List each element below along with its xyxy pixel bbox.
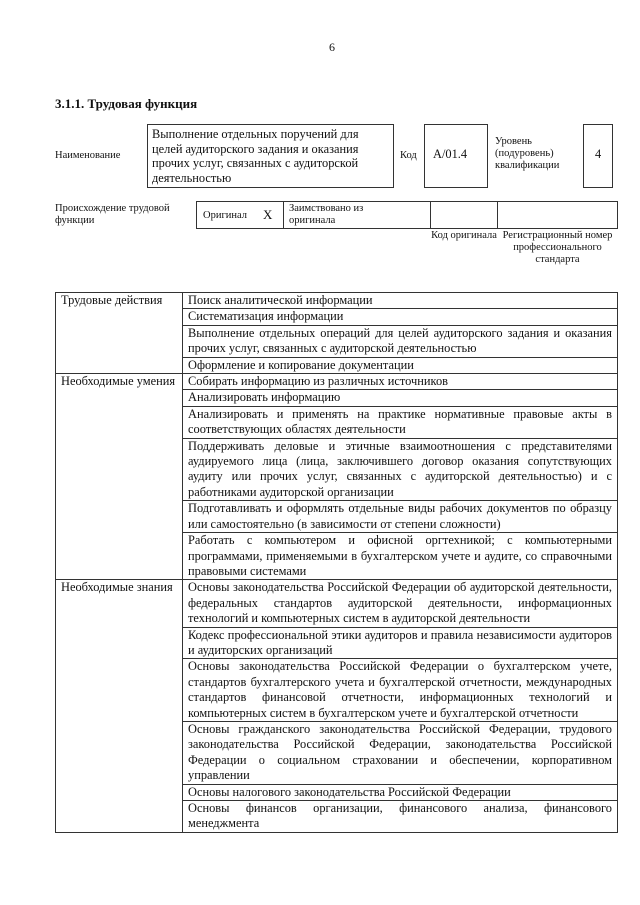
table-row — [56, 390, 618, 406]
section-item: Основы гражданского законодательства Российской Федерации, трудового законодательства Российской Федерации, законодательства Российской Федерации о социальном страховании и обеспечении, корпоративном управлении — [183, 721, 618, 784]
section-label-cont — [56, 659, 183, 722]
table-row — [56, 374, 618, 390]
section-label-cont — [56, 801, 183, 833]
section-item: Работать с компьютером и офисной оргтехникой; с компьютерными программами, применяемыми в бухгалтерском учете и аудите, со справочными правовыми системами — [183, 533, 618, 580]
table-row — [56, 580, 618, 627]
section-label-cont — [56, 406, 183, 438]
section-item: Подготавливать и оформлять отдельные виды рабочих документов по образцу или самостоятельно (в зависимости от степени сложности) — [183, 501, 618, 533]
table-row — [56, 627, 618, 659]
borrowed-label: Заимствовано из оригинала — [289, 203, 364, 226]
section-item: Систематизация информации — [183, 309, 618, 325]
section-label-cont — [56, 325, 183, 357]
section-item: Анализировать и применять на практике нормативные правовые акты в соответствующих областях деятельности — [183, 406, 618, 438]
code-value: А/01.4 — [424, 124, 488, 188]
section-item: Оформление и копирование документации — [183, 357, 618, 373]
code-label: Код — [400, 150, 417, 161]
borrowed-cell — [283, 201, 431, 229]
section-label: Необходимые знания — [56, 580, 183, 627]
reg-number-field — [497, 201, 618, 229]
section-label-cont — [56, 390, 183, 406]
table-row — [56, 438, 618, 501]
table-row — [56, 357, 618, 373]
table-row — [56, 533, 618, 580]
page-number: 6 — [329, 40, 335, 54]
section-label: Необходимые умения — [56, 374, 183, 390]
section-label-cont — [56, 533, 183, 580]
table-row — [56, 721, 618, 784]
table-row — [56, 659, 618, 722]
level-value: 4 — [583, 124, 613, 188]
section-label-cont — [56, 721, 183, 784]
section-label-cont — [56, 357, 183, 373]
table-row — [56, 309, 618, 325]
section-label-cont — [56, 309, 183, 325]
table-row — [56, 801, 618, 833]
section-item: Выполнение отдельных операций для целей аудиторского задания и оказания прочих услуг, связанных с аудиторской деятельностью — [183, 325, 618, 357]
function-table — [55, 292, 618, 833]
section-item: Основы законодательства Российской Федерации об аудиторской деятельности, федеральных стандартов аудиторской деятельности, информационных технологий и компьютерных систем в аудиторской деятельности — [183, 580, 618, 627]
reg-caption: Регистрационный номер профессионального стандарта — [502, 230, 613, 265]
table-row — [56, 784, 618, 800]
section-item: Собирать информацию из различных источников — [183, 374, 618, 390]
name-value: Выполнение отдельных поручений для целей аудиторского задания и оказания прочих услуг, связанных с аудиторской деятельностью — [147, 124, 394, 188]
section-label-cont — [56, 438, 183, 501]
section-label: Трудовые действия — [56, 293, 183, 309]
section-item: Поиск аналитической информации — [183, 293, 618, 309]
section-item: Поддерживать деловые и этичные взаимоотношения с представителями аудируемого лица (лица, заключившего договор оказания сопутствующих аудиту или прочих услуг, связанных с аудиторской деятельностью) и с работниками аудиторской организации — [183, 438, 618, 501]
original-cell — [196, 201, 284, 229]
name-label: Наименование — [55, 150, 121, 161]
section-item: Анализировать информацию — [183, 390, 618, 406]
section-label-cont — [56, 627, 183, 659]
code-caption: Код оригинала — [431, 230, 497, 241]
section-label-cont — [56, 501, 183, 533]
table-row — [56, 501, 618, 533]
table-row — [56, 293, 618, 309]
original-code-field — [430, 201, 498, 229]
section-item: Основы налогового законодательства Российской Федерации — [183, 784, 618, 800]
section-title: 3.1.1. Трудовая функция — [55, 96, 198, 111]
section-label-cont — [56, 784, 183, 800]
level-label: Уровень (подуровень) квалификации — [495, 136, 560, 171]
table-row — [56, 325, 618, 357]
section-item: Основы законодательства Российской Федерации о бухгалтерском учете, стандартов бухгалтерского учета и бухгалтерской отчетности, международных стандартов финансовой отчетности, информационных технологий и компьютерных систем в бухгалтерском учете и бухгалтерской отчетности — [183, 659, 618, 722]
section-item: Кодекс профессиональной этики аудиторов и правила независимости аудиторов и аудиторских организаций — [183, 627, 618, 659]
section-item: Основы финансов организации, финансового анализа, финансового менеджмента — [183, 801, 618, 833]
origin-label: Происхождение трудовой функции — [55, 203, 170, 226]
table-row — [56, 406, 618, 438]
original-label: Оригинал — [203, 210, 247, 221]
original-mark: X — [263, 207, 273, 222]
